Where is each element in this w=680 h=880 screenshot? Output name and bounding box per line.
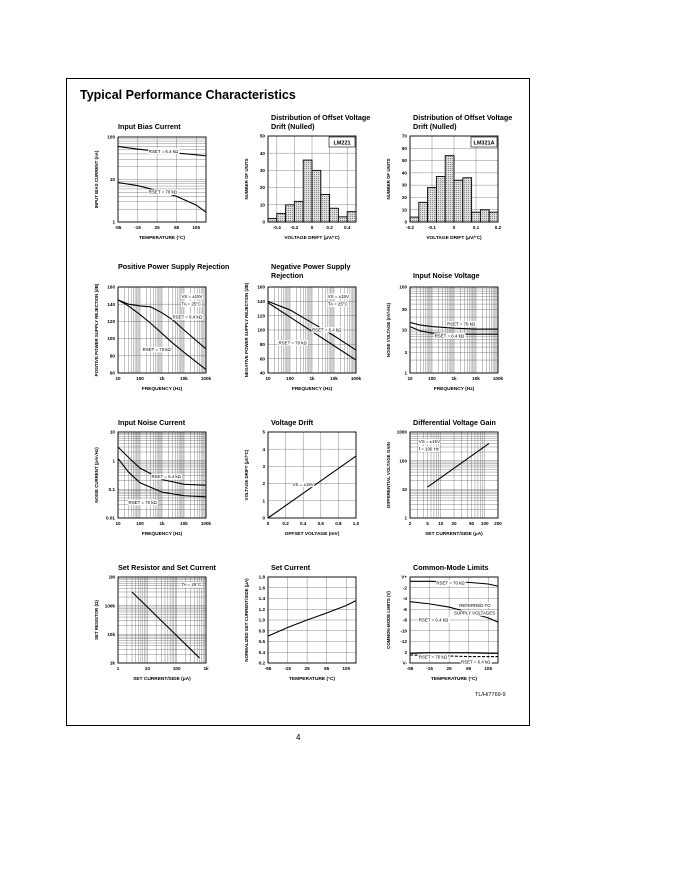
c4-ytick-2: 100 [107, 336, 115, 342]
c9-xtick-2: 10 [438, 521, 444, 526]
c1-plot [94, 134, 206, 241]
c1-ylabel: INPUT BIAS CURRENT (nA) [94, 150, 99, 209]
c4-ylabel: POSITIVE POWER SUPPLY REJECTION (dB) [94, 283, 99, 377]
c5-xtick-1: 100 [286, 376, 294, 381]
c10-annotation-0: TA = 25°C [181, 582, 202, 588]
c2-xtick-1: -0.2 [290, 225, 299, 230]
c3-bar-7 [472, 212, 481, 222]
c8-xtick-1: 0.2 [282, 521, 289, 526]
c5-annotation-1: TA = 25°C [327, 301, 348, 307]
c5-ylabel: NEGATIVE POWER SUPPLY REJECTION (dB) [244, 282, 249, 378]
c6-xtick-4: 100k [492, 376, 504, 381]
c8-xtick-4: 0.8 [335, 521, 342, 526]
c1-ytick-2: 100 [107, 134, 115, 140]
c3-bar-6 [463, 178, 472, 222]
c2-bar-1 [277, 213, 286, 222]
c3-ytick-2: 20 [401, 195, 407, 201]
c7-annotation-1: RSET = 70 kΩ [128, 499, 157, 505]
c6-title: Input Noise Voltage [413, 271, 480, 280]
c7-xtick-3: 10k [180, 521, 188, 526]
c2-ytick-4: 40 [259, 150, 265, 156]
c8-xtick-0: 0 [266, 521, 270, 526]
c1-xtick-2: 25 [154, 225, 160, 230]
c12-ylabel: COMMON-MODE LIMITS (V) [386, 591, 391, 649]
c3-ytick-0: 0 [404, 219, 407, 225]
c11-title: Set Current [271, 563, 311, 572]
c11-xlabel: TEMPERATURE (°C) [288, 677, 336, 682]
c3-ytick-7: 70 [401, 133, 407, 139]
c9-xlabel: SET CURRENT/SIDE (μA) [425, 532, 483, 537]
c9-ytick-2: 100 [399, 458, 407, 464]
c3-ytick-6: 60 [401, 145, 407, 151]
c2-xlabel: VOLTAGE DRIFT (μV/°C) [284, 236, 340, 241]
c8-xtick-3: 0.6 [317, 521, 324, 526]
c12-annotation-1: REFERRED TO [459, 602, 491, 608]
c2-plot [244, 133, 356, 241]
c9-xtick-6: 200 [494, 521, 502, 526]
c4-ytick-3: 120 [107, 319, 115, 324]
c6-ytick-0: 1 [404, 370, 407, 376]
c11-ytick-5: 1.2 [258, 606, 265, 612]
c7-ytick-3: 10 [109, 429, 115, 435]
c5-ytick-1: 60 [259, 356, 265, 362]
c6-grid [410, 287, 498, 373]
figure-code: TL/H/7769-9 [475, 692, 506, 698]
c4-xtick-1: 100 [136, 376, 144, 381]
c1-xlabel: TEMPERATURE (°C) [138, 236, 186, 241]
c7-ytick-1: 0.1 [108, 486, 115, 492]
c4-annotation-1: TA = 25°C [181, 301, 202, 307]
c8-ytick-0: 0 [262, 515, 265, 521]
c6-plot [386, 284, 504, 392]
c6-ylabel: NOISE VOLTAGE (nV/√Hz) [386, 302, 391, 358]
c3-bar-1 [419, 202, 428, 222]
c12-ytick-7: 2 [404, 649, 407, 655]
c10-xlabel: SET CURRENT/SIDE (μA) [133, 677, 191, 682]
c5-plot [244, 282, 362, 392]
c2-xtick-2: 0 [310, 225, 314, 230]
c6-ytick-3: 30 [401, 307, 407, 313]
c8-ytick-2: 2 [262, 481, 265, 487]
c9-ytick-0: 1 [404, 515, 407, 521]
c10-xtick-1: 10 [144, 666, 150, 671]
svg-text:LM221: LM221 [333, 140, 351, 147]
c4-title: Positive Power Supply Rejection [118, 262, 230, 271]
c6-annotation-1: RSET = 6.4 kΩ [434, 333, 465, 339]
c2-bar-2 [286, 205, 295, 222]
c7-xtick-1: 100 [136, 521, 144, 526]
c5-annotation-0: VS = ±15V [327, 293, 349, 299]
c7-xtick-4: 100k [200, 521, 212, 526]
c4-ytick-1: 80 [109, 353, 115, 359]
c3-bar-4 [445, 156, 454, 222]
c8-ytick-3: 3 [262, 464, 265, 469]
c9-ytick-1: 10 [401, 486, 407, 492]
c6-xtick-1: 100 [428, 376, 436, 381]
c5-xtick-4: 100k [350, 376, 362, 381]
c3-xtick-0: -0.2 [406, 225, 414, 230]
c7-xtick-0: 10 [115, 521, 121, 526]
c9-xtick-1: 5 [426, 521, 429, 526]
c11-xtick-2: 25 [304, 666, 310, 671]
c10-ylabel: SET RESISTOR (Ω) [94, 600, 99, 640]
c10-plot [94, 574, 209, 682]
c12-series-2 [410, 653, 498, 654]
c2-bar-8 [338, 217, 347, 222]
c9-annotation-1: f = 100 Hz [418, 446, 439, 452]
c4-ytick-5: 160 [107, 284, 115, 290]
c10-xtick-2: 100 [172, 666, 181, 671]
c2-xtick-3: 0.2 [326, 225, 333, 230]
c7-plot [94, 429, 212, 537]
c6-xtick-3: 10k [472, 376, 480, 381]
c11-ytick-2: 0.6 [258, 639, 265, 645]
page-number: 4 [296, 733, 301, 742]
c5-ytick-0: 40 [259, 370, 265, 376]
c8-ytick-1: 1 [262, 498, 265, 504]
c1-xtick-1: -15 [134, 225, 141, 230]
c4-xtick-0: 10 [115, 376, 121, 381]
c3-bar-5 [454, 180, 463, 222]
c11-xtick-4: 105 [342, 666, 351, 671]
c5-ytick-2: 80 [259, 341, 265, 347]
c3-ytick-5: 50 [401, 158, 407, 164]
c8-ytick-5: 5 [262, 429, 265, 435]
c5-xtick-2: 1k [309, 376, 315, 381]
c12-ytick-2: -4 [402, 596, 407, 602]
c8-xlabel: OFFSET VOLTAGE (mV) [284, 532, 340, 537]
c2-bar-6 [321, 194, 330, 222]
c4-xtick-2: 1k [159, 376, 165, 381]
c3-xlabel: VOLTAGE DRIFT (μV/°C) [426, 236, 482, 241]
c12-ytick-4: -8 [402, 617, 407, 623]
c8-annotation-0: VS = ±15V [292, 481, 314, 487]
c1-xtick-4: 105 [192, 225, 201, 230]
c4-xtick-4: 100k [200, 376, 212, 381]
c4-ytick-4: 140 [107, 301, 115, 307]
c4-annotation-0: VS = ±15V [181, 293, 203, 299]
c5-xlabel: FREQUENCY (Hz) [291, 387, 333, 392]
c7-title: Input Noise Current [118, 418, 186, 427]
c3-bar-3 [436, 177, 445, 222]
c11-ytick-8: 1.8 [258, 574, 265, 580]
c12-annotation-0: RSET = 70 kΩ [436, 580, 465, 586]
c7-ytick-2: 1 [112, 458, 115, 464]
c4-plot [94, 283, 212, 392]
page-heading: Typical Performance Characteristics [80, 88, 296, 102]
c3-bar-2 [428, 188, 437, 222]
c9-xtick-0: 2 [408, 521, 412, 526]
c2-ytick-0: 0 [262, 219, 265, 225]
c6-ytick-1: 3 [404, 350, 407, 356]
c12-ytick-0: V+ [401, 574, 407, 580]
c12-annotation-4: RSET = 70 kΩ [418, 654, 448, 660]
c1-annotation-1: RSET = 70 kΩ [148, 189, 178, 195]
c2-bar-9 [347, 212, 356, 222]
c11-xtick-0: -55 [264, 666, 272, 671]
c11-grid [268, 577, 356, 663]
c12-annotation-2: SUPPLY VOLTAGES [454, 610, 496, 616]
c2-bar-0 [268, 219, 277, 222]
c11-xtick-3: 65 [324, 666, 330, 671]
c6-xlabel: FREQUENCY (Hz) [433, 387, 475, 392]
c12-xlabel: TEMPERATURE (°C) [430, 677, 478, 682]
c10-series-0 [132, 592, 199, 658]
c4-annotation-3: RSET = 70 kΩ [142, 347, 171, 353]
c1-series-1 [118, 183, 206, 213]
c10-ytick-2: 100k [104, 603, 115, 609]
c3-xtick-1: -0.1 [428, 225, 436, 230]
c2-ytick-5: 50 [259, 133, 265, 139]
c9-ylabel: DIFFERENTIAL VOLTAGE GAIN [386, 442, 391, 508]
c5-xtick-3: 10k [330, 376, 338, 381]
svg-text:LM321A: LM321A [473, 140, 495, 147]
c4-annotation-2: RSET = 6.4 kΩ [172, 314, 202, 320]
c4-grid [118, 287, 206, 373]
c7-xlabel: FREQUENCY (Hz) [141, 532, 183, 537]
c3-bar-9 [489, 212, 498, 222]
c12-xtick-4: 105 [484, 666, 493, 671]
c9-annotation-0: VS = ±15V [418, 438, 440, 444]
c2-title: Distribution of Offset Voltage Drift (Nulled) [271, 113, 371, 131]
c12-ytick-3: -6 [402, 606, 407, 612]
c3-bar-0 [410, 217, 419, 222]
c8-plot [244, 429, 360, 537]
c3-xtick-4: 0.2 [494, 225, 502, 230]
c3-plot [386, 133, 502, 241]
c12-annotation-5: RSET = 6.4 kΩ [461, 659, 491, 665]
c11-ytick-1: 0.4 [258, 649, 265, 655]
c3-title: Distribution of Offset Voltage Drift (Nulled) [413, 113, 513, 131]
c6-annotation-0: RSET = 70 kΩ [446, 321, 476, 327]
c12-ytick-8: V- [402, 660, 407, 666]
c12-title: Common-Mode Limits [413, 563, 489, 572]
c5-xtick-0: 10 [265, 376, 271, 381]
c8-xtick-2: 0.4 [300, 521, 307, 526]
c4-xlabel: FREQUENCY (Hz) [141, 387, 183, 392]
c2-legend [329, 137, 355, 147]
c5-ytick-6: 160 [257, 284, 265, 290]
c8-xtick-5: 1.0 [352, 521, 360, 526]
c10-ytick-0: 1k [109, 660, 115, 666]
c11-plot [244, 574, 356, 682]
c8-title: Voltage Drift [271, 418, 314, 427]
c11-ytick-7: 1.6 [258, 585, 265, 591]
c3-ylabel: NUMBER OF UNITS [386, 158, 391, 200]
c12-plot [386, 574, 498, 682]
c11-ytick-3: 0.8 [258, 628, 265, 634]
c9-xtick-3: 20 [451, 521, 457, 526]
c3-xtick-3: 0.1 [472, 225, 480, 230]
c9-grid [410, 432, 498, 518]
c2-ytick-3: 30 [259, 168, 265, 173]
c3-legend [471, 137, 497, 147]
c12-xtick-0: -55 [406, 666, 414, 671]
c12-xtick-3: 65 [466, 666, 472, 671]
c6-ytick-4: 100 [399, 284, 407, 290]
c8-grid [268, 432, 356, 518]
c10-ytick-1: 10k [107, 631, 115, 637]
c5-ytick-5: 140 [257, 298, 265, 304]
c2-bar-5 [312, 170, 321, 222]
c11-ylabel: NORMALIZED SET CURRENT/SIDE (μA) [244, 578, 249, 662]
c7-annotation-0: RSET = 6.4 kΩ [151, 474, 181, 480]
c9-ytick-3: 1000 [396, 429, 407, 435]
c5-annotation-3: RSET = 70 kΩ [278, 340, 307, 346]
c10-grid [118, 577, 206, 663]
c9-plot [386, 429, 502, 537]
c6-xtick-0: 10 [407, 376, 413, 381]
c10-ytick-3: 1M [108, 574, 115, 580]
c5-ytick-3: 100 [257, 327, 265, 333]
c12-xtick-2: 25 [446, 666, 452, 671]
c9-xtick-5: 100 [480, 521, 489, 526]
c2-xtick-0: -0.4 [272, 225, 281, 230]
c1-xtick-3: 65 [174, 225, 180, 230]
c3-xtick-2: 0 [452, 225, 456, 230]
c2-ytick-1: 10 [259, 202, 265, 208]
c4-ytick-0: 60 [109, 370, 115, 376]
c1-ytick-1: 10 [109, 177, 115, 183]
c12-xtick-1: -15 [426, 666, 433, 671]
c8-ylabel: VOLTAGE DRIFT (μV/°C) [244, 449, 249, 501]
c2-xtick-4: 0.4 [344, 225, 351, 230]
c11-ytick-6: 1.4 [258, 596, 265, 602]
c11-xtick-1: -15 [284, 666, 291, 671]
c7-ytick-0: 0.01 [106, 515, 115, 521]
c3-ytick-4: 40 [401, 170, 407, 176]
c10-xtick-0: 1 [116, 666, 120, 671]
c2-ylabel: NUMBER OF UNITS [244, 158, 249, 200]
c6-ytick-2: 10 [401, 327, 407, 333]
c2-bar-3 [294, 201, 303, 222]
c2-bar-4 [303, 160, 312, 222]
c9-xtick-4: 50 [468, 521, 475, 526]
c1-ytick-0: 1 [112, 219, 115, 225]
c2-ytick-2: 20 [259, 185, 265, 191]
c7-ylabel: NOISE CURRENT (pA/√Hz) [94, 447, 99, 503]
c12-ytick-5: -10 [400, 628, 407, 634]
c9-title: Differential Voltage Gain [413, 418, 496, 427]
c6-xtick-2: 1k [451, 376, 457, 381]
c1-annotation-0: RSET = 6.4 kΩ [148, 148, 179, 154]
c1-title: Input Bias Current [118, 122, 181, 131]
c12-annotation-3: RSET = 6.4 kΩ [418, 617, 449, 623]
c7-xtick-2: 1k [159, 521, 165, 526]
c8-ytick-4: 4 [262, 446, 265, 452]
c5-ytick-4: 120 [257, 313, 265, 319]
c10-title: Set Resistor and Set Current [118, 563, 216, 572]
c11-ytick-4: 1.0 [258, 617, 265, 623]
c10-xtick-3: 1k [203, 666, 209, 671]
c11-ytick-0: 0.2 [258, 660, 265, 666]
c2-bar-7 [330, 208, 339, 222]
c12-ytick-1: -2 [402, 585, 407, 591]
c3-ytick-1: 10 [401, 207, 407, 213]
c5-title: Negative Power Supply Rejection [271, 262, 351, 280]
c1-xtick-0: -55 [114, 225, 122, 230]
c5-annotation-2: RSET = 6.4 kΩ [312, 327, 342, 333]
c3-ytick-3: 30 [401, 182, 407, 188]
c12-ytick-6: -12 [400, 639, 407, 645]
c3-bar-8 [480, 210, 489, 222]
c4-xtick-3: 10k [180, 376, 188, 381]
